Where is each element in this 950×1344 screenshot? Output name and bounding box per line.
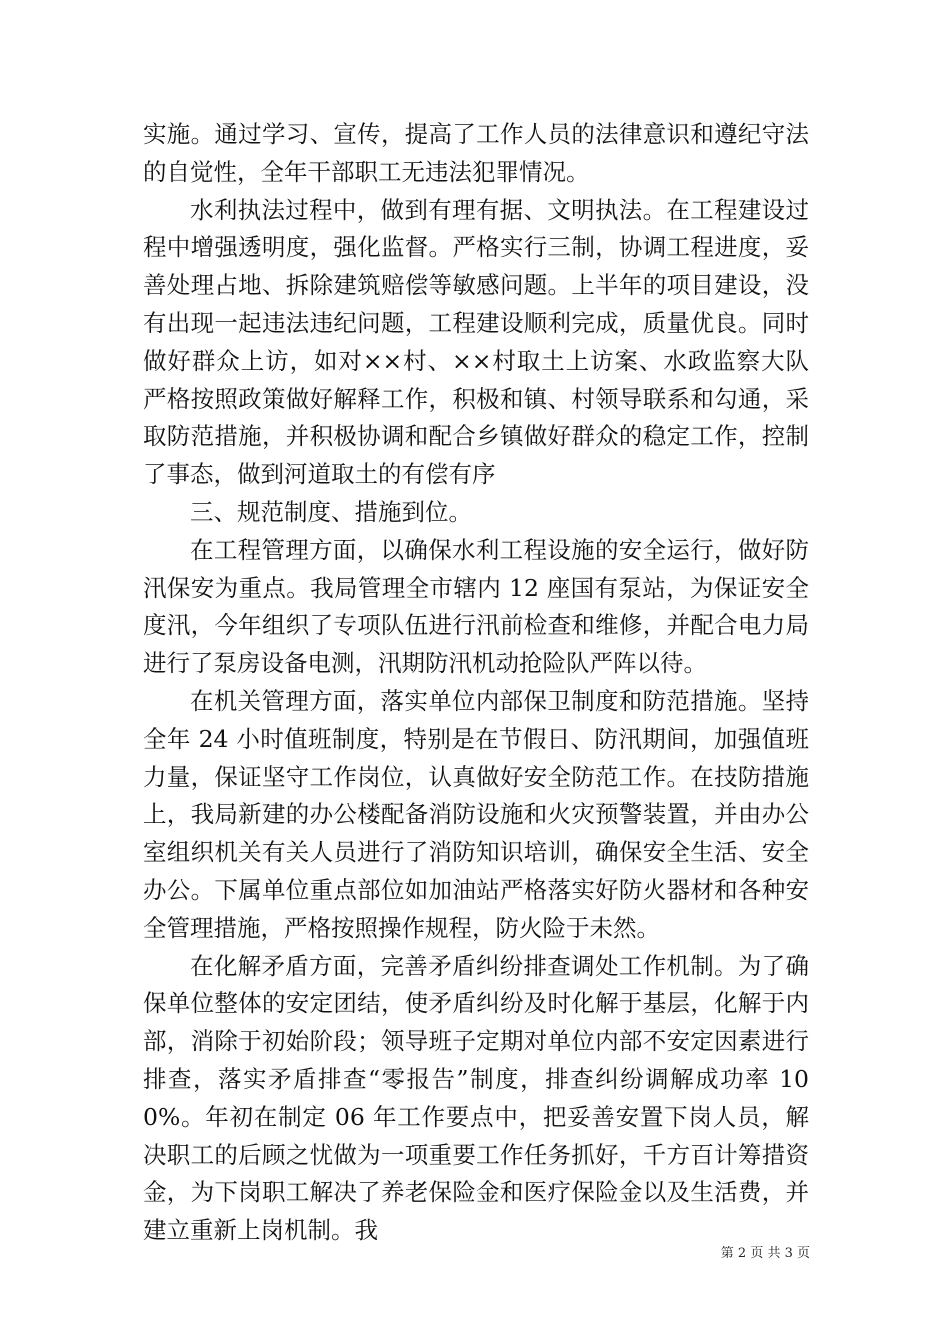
paragraph-5: 在机关管理方面，落实单位内部保卫制度和防范措施。坚持全年 24 小时值班制度，特别是在节假日、防汛期间，加强值班力量，保证坚守工作岗位，认真做好安全防范工作。在技防措施上，我局新建的办公楼配备消防设施和火灾预警装置，并由办公室组织机关有关人员进行了消防知识培训，确保安全生活、安全办公。下属单位重点部位如加油站严格落实好防火器材和各种安全管理措施，严格按照操作规程，防火险于未然。 (143, 686, 809, 942)
page-number-footer: 第 2 页 共 3 页 (720, 1246, 810, 1261)
paragraph-1: 实施。通过学习、宣传，提高了工作人员的法律意识和遵纪守法的自觉性，全年干部职工无违法犯罪情况。 (143, 120, 809, 186)
document-body (143, 116, 809, 1250)
paragraph-6: 在化解矛盾方面，完善矛盾纠纷排查调处工作机制。为了确保单位整体的安定团结，使矛盾纠纷及时化解于基层，化解于内部，消除于初始阶段；领导班子定期对单位内部不安定因素进行排查，落实矛盾排查“零报告”制度，排查纠纷调解成功率 100%。年初在制定 06 年工作要点中，把妥善安置下岗人员，解决职工的后顾之忧做为一项重要工作任务抓好，千方百计筹措资金，为下岗职工解决了养老保险金和医疗保险金以及生活费，并建立重新上岗机制。我 (143, 951, 809, 1245)
section-heading: 三、规范制度、措施到位。 (190, 497, 472, 526)
paragraph-2: 水利执法过程中，做到有理有据、文明执法。在工程建设过程中增强透明度，强化监督。严格实行三制，协调工程进度，妥善处理占地、拆除建筑赔偿等敏感问题。上半年的项目建设，没有出现一起违法违纪问题，工程建设顺利完成，质量优良。同时做好群众上访，如对××村、××村取土上访案、水政监察大队严格按照政策做好解释工作，积极和镇、村领导联系和勾通，采取防范措施，并积极协调和配合乡镇做好群众的稳定工作，控制了事态，做到河道取土的有偿有序 (143, 195, 809, 489)
paragraph-4: 在工程管理方面，以确保水利工程设施的安全运行，做好防汛保安为重点。我局管理全市辖内 12 座国有泵站，为保证安全度汛，今年组织了专项队伍进行汛前检查和维修，并配合电力局进行了泵房设备电测，汛期防汛机动抢险队严阵以待。 (143, 535, 809, 678)
